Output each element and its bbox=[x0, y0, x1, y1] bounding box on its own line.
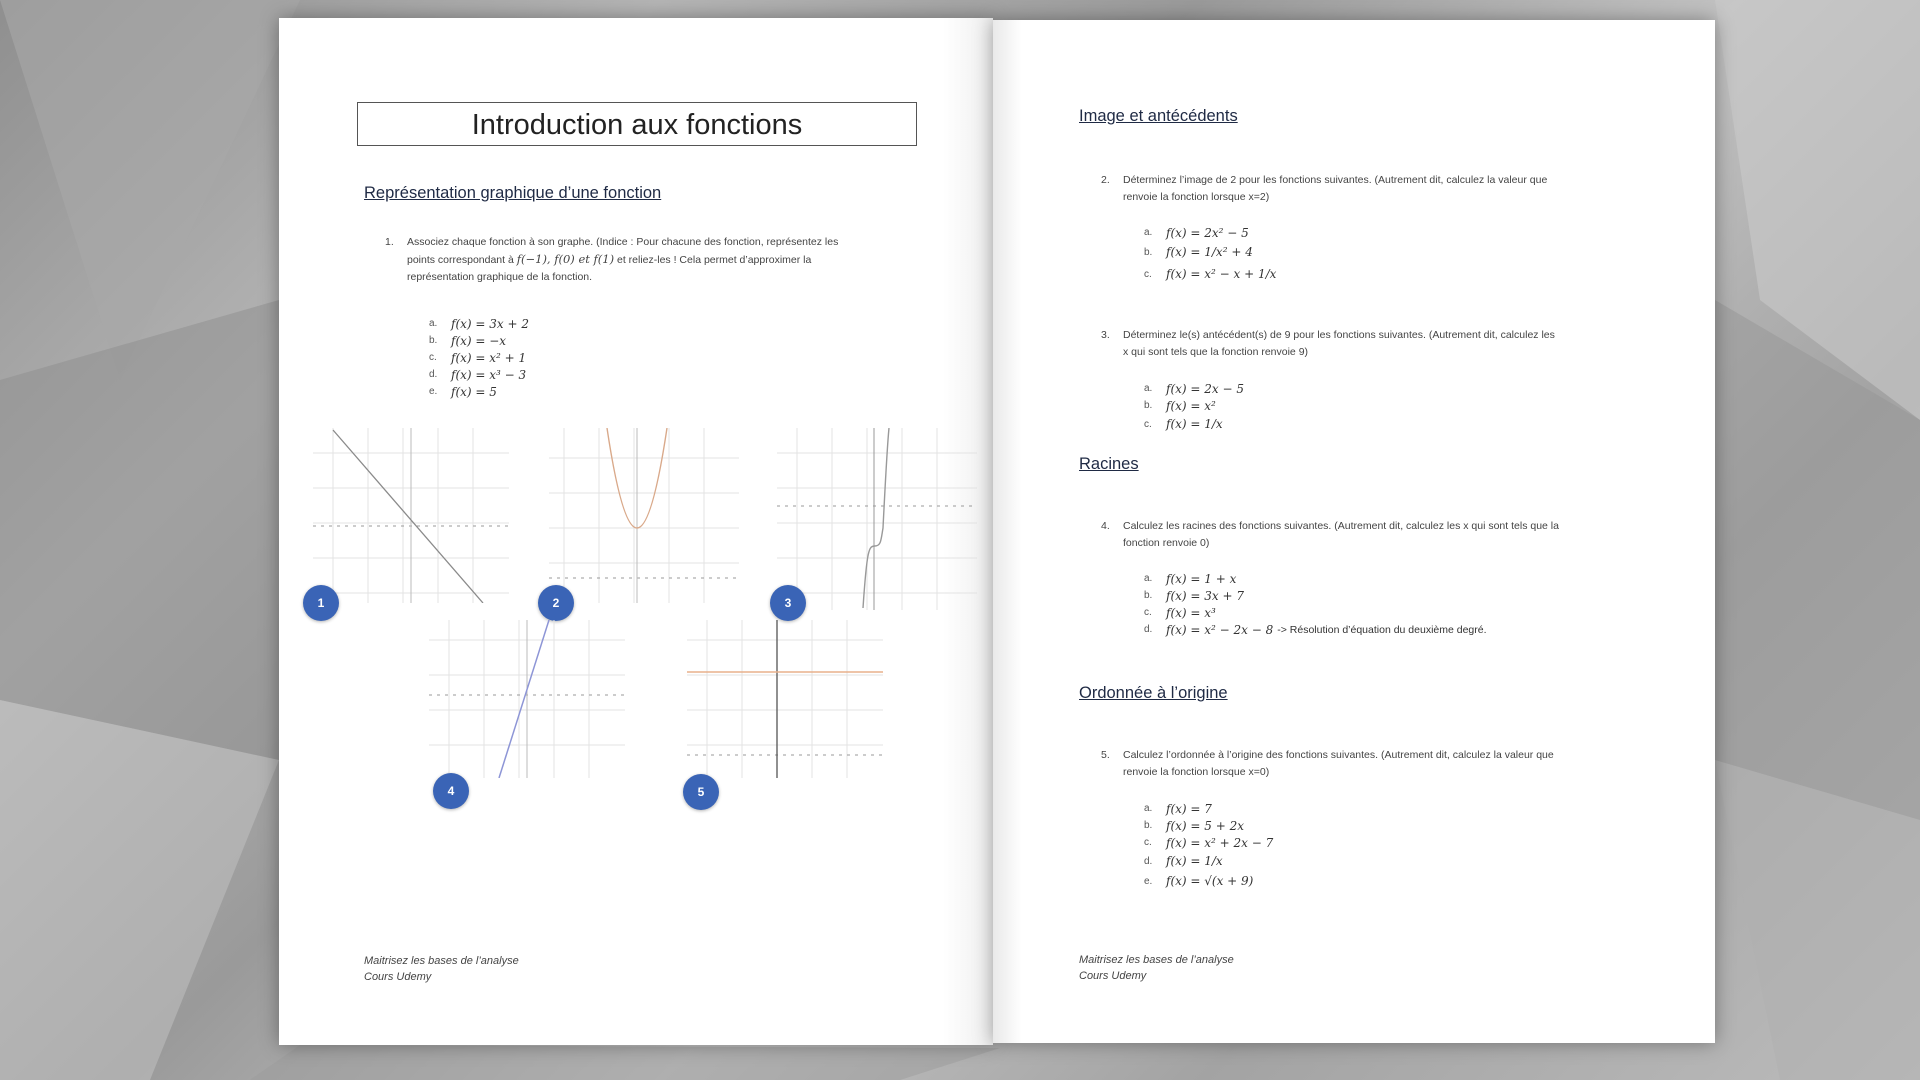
option-d bbox=[1144, 621, 1487, 638]
option-letter: d. bbox=[429, 369, 438, 380]
question-2-number: 2. bbox=[1101, 174, 1110, 186]
question-1-line2-math: f(−1), f(0) et f(1) bbox=[516, 252, 615, 266]
section-title-ordonnee: Ordonnée à l’origine bbox=[1079, 684, 1228, 702]
option-expression: f(x) = x² + 2x − 7 bbox=[1166, 835, 1274, 850]
option-d bbox=[429, 366, 529, 383]
option-letter: c. bbox=[429, 352, 437, 363]
option-letter: a. bbox=[429, 318, 438, 329]
question-3-line2: x qui sont tels que la fonction renvoie 9) bbox=[1123, 346, 1309, 358]
option-letter: b. bbox=[1144, 400, 1153, 411]
option-expression: f(x) = 2x − 5 bbox=[1166, 381, 1244, 396]
graph-5 bbox=[687, 620, 883, 778]
option-expression: f(x) = 3x + 2 bbox=[451, 316, 529, 331]
graph-badge-2[interactable]: 2 bbox=[538, 585, 574, 621]
option-a bbox=[1144, 380, 1244, 397]
graph-4-plot bbox=[429, 620, 625, 778]
option-c bbox=[1144, 414, 1244, 434]
graph-badge-4[interactable]: 4 bbox=[433, 773, 469, 809]
option-letter: b. bbox=[1144, 820, 1153, 831]
question-4-line1: Calculez les racines des fonctions suivantes. (Autrement dit, calculez les x qui sont tels que la bbox=[1123, 520, 1559, 532]
question-1-line2b: et reliez-les ! Cela permet d’approximer la bbox=[617, 254, 812, 266]
section-title-representation: Représentation graphique d’une fonction bbox=[364, 184, 662, 202]
option-b bbox=[1144, 397, 1244, 414]
option-letter: c. bbox=[1144, 418, 1152, 430]
option-b bbox=[429, 332, 529, 349]
question-3-number: 3. bbox=[1101, 329, 1110, 341]
left-page bbox=[279, 18, 993, 1045]
option-expression: f(x) = 3x + 7 bbox=[1166, 588, 1244, 603]
section-title-racines: Racines bbox=[1079, 455, 1139, 473]
question-5-options bbox=[1144, 800, 1273, 891]
question-1-options bbox=[429, 315, 529, 400]
question-5-number: 5. bbox=[1101, 749, 1110, 761]
option-b bbox=[1144, 241, 1276, 263]
graph-5-plot bbox=[687, 620, 883, 778]
option-letter: a. bbox=[1144, 573, 1153, 584]
graph-3 bbox=[777, 428, 977, 610]
option-expression: f(x) = 5 + 2x bbox=[1166, 818, 1244, 833]
option-letter: c. bbox=[1144, 837, 1152, 848]
option-expression: f(x) = 1/x bbox=[1166, 854, 1223, 868]
option-letter: c. bbox=[1144, 607, 1152, 618]
option-e bbox=[429, 383, 529, 400]
document-title: Introduction aux fonctions bbox=[357, 102, 917, 146]
graph-2-plot bbox=[549, 428, 739, 603]
question-4-line2: fonction renvoie 0) bbox=[1123, 537, 1210, 549]
option-letter: b. bbox=[1144, 246, 1153, 258]
option-a bbox=[429, 315, 529, 332]
question-3 bbox=[1101, 327, 1643, 361]
question-1-line3: représentation graphique de la fonction. bbox=[407, 271, 593, 283]
option-expression: f(x) = 1/x² + 4 bbox=[1166, 245, 1253, 259]
option-letter: e. bbox=[429, 386, 438, 397]
option-letter: a. bbox=[1144, 803, 1153, 814]
option-d bbox=[1144, 851, 1273, 871]
question-3-line1: Déterminez le(s) antécédent(s) de 9 pour les fonctions suivantes. (Autrement dit, calculez les bbox=[1123, 329, 1555, 341]
option-b bbox=[1144, 817, 1273, 834]
option-expression: f(x) = 2x² − 5 bbox=[1166, 225, 1249, 240]
option-letter: e. bbox=[1144, 875, 1153, 887]
graph-badge-5[interactable]: 5 bbox=[683, 774, 719, 810]
option-letter: d. bbox=[1144, 855, 1153, 867]
question-2-options bbox=[1144, 224, 1276, 285]
question-2-line1: Déterminez l’image de 2 pour les fonctions suivantes. (Autrement dit, calculez la valeur que bbox=[1123, 174, 1548, 186]
question-4 bbox=[1101, 518, 1643, 552]
question-1-line2 bbox=[407, 251, 947, 269]
option-c bbox=[1144, 263, 1276, 285]
option-expression: f(x) = −x bbox=[451, 333, 507, 348]
question-2-line2: renvoie la fonction lorsque x=2) bbox=[1123, 191, 1270, 203]
option-e bbox=[1144, 871, 1273, 891]
option-a bbox=[1144, 570, 1487, 587]
option-expression: f(x) = x² + 1 bbox=[451, 350, 527, 365]
option-c bbox=[1144, 834, 1273, 851]
question-1-line2a: points correspondant à bbox=[407, 254, 514, 266]
option-note: -> Résolution d’équation du deuxième degré. bbox=[1277, 623, 1487, 636]
graph-1-curve bbox=[333, 430, 483, 603]
option-letter: b. bbox=[1144, 590, 1153, 601]
option-expression: f(x) = 1 + x bbox=[1166, 571, 1237, 586]
option-letter: c. bbox=[1144, 268, 1152, 280]
option-expression: f(x) = x² − x + 1/x bbox=[1166, 267, 1277, 281]
graph-3-plot bbox=[777, 428, 977, 610]
left-footer bbox=[364, 953, 519, 985]
option-letter: a. bbox=[1144, 383, 1153, 394]
option-a bbox=[1144, 224, 1276, 241]
option-expression: f(x) = 1/x bbox=[1166, 417, 1223, 431]
option-c bbox=[1144, 604, 1487, 621]
right-footer-line2: Cours Udemy bbox=[1079, 970, 1147, 982]
question-5 bbox=[1101, 747, 1643, 781]
option-expression: f(x) = x³ − 3 bbox=[451, 367, 527, 382]
question-1-number: 1. bbox=[385, 236, 394, 248]
right-footer bbox=[1079, 952, 1234, 984]
question-5-line2: renvoie la fonction lorsque x=0) bbox=[1123, 766, 1270, 778]
question-5-line1: Calculez l’ordonnée à l’origine des fonctions suivantes. (Autrement dit, calculez la valeur que bbox=[1123, 749, 1554, 761]
question-4-options bbox=[1144, 570, 1487, 638]
question-1 bbox=[385, 234, 947, 286]
option-expression: f(x) = x³ bbox=[1166, 605, 1216, 620]
graph-1 bbox=[313, 428, 509, 603]
question-4-number: 4. bbox=[1101, 520, 1110, 532]
option-expression: f(x) = x² bbox=[1166, 398, 1216, 413]
graph-2 bbox=[549, 428, 739, 603]
option-expression: f(x) = 7 bbox=[1166, 801, 1212, 816]
question-1-line1: Associez chaque fonction à son graphe. (Indice : Pour chacune des fonction, représentez les bbox=[407, 236, 839, 248]
section-title-image-antecedents: Image et antécédents bbox=[1079, 107, 1238, 125]
option-a bbox=[1144, 800, 1273, 817]
option-expression: f(x) = 5 bbox=[451, 384, 497, 399]
option-c bbox=[429, 349, 529, 366]
option-b bbox=[1144, 587, 1487, 604]
option-expression: f(x) = √(x + 9) bbox=[1166, 874, 1254, 888]
option-letter: d. bbox=[1144, 624, 1153, 635]
graph-4 bbox=[429, 620, 625, 778]
graph-badge-3[interactable]: 3 bbox=[770, 585, 806, 621]
graph-badge-1[interactable]: 1 bbox=[303, 585, 339, 621]
question-3-options bbox=[1144, 380, 1244, 434]
left-footer-line1: Maitrisez les bases de l’analyse bbox=[364, 955, 519, 967]
right-footer-line1: Maitrisez les bases de l’analyse bbox=[1079, 954, 1234, 966]
option-letter: a. bbox=[1144, 227, 1153, 238]
question-2 bbox=[1101, 172, 1643, 206]
graph-4-curve bbox=[499, 620, 549, 778]
option-expression: f(x) = x² − 2x − 8 bbox=[1166, 622, 1274, 637]
option-letter: b. bbox=[429, 335, 438, 346]
right-page bbox=[993, 20, 1715, 1043]
graph-1-plot bbox=[313, 428, 509, 603]
left-footer-line2: Cours Udemy bbox=[364, 971, 432, 983]
